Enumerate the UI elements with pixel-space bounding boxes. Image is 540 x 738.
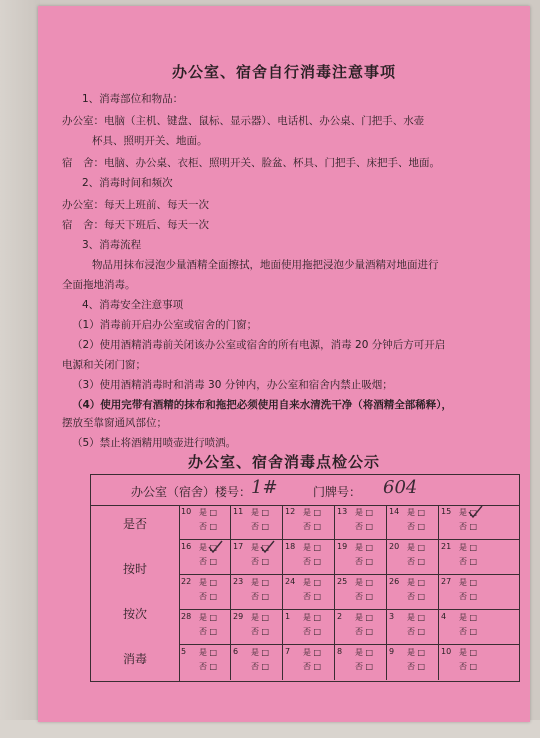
notice-line: 宿 舍：每天下班后、每天一次 [62, 219, 209, 231]
notice-line: （1）消毒前开启办公室或宿舍的门窗； [72, 319, 258, 331]
date-cell [335, 540, 387, 575]
notice-line: 2、消毒时间和频次 [82, 177, 173, 189]
date-cell [179, 645, 231, 680]
no-checkbox-label: 否 □ [303, 522, 322, 531]
no-checkbox-label: 否 □ [251, 627, 270, 636]
date-cell [231, 575, 283, 610]
no-checkbox-label: 否 □ [199, 557, 218, 566]
date-cell [439, 540, 519, 575]
yes-checkbox-label: 是 □ [199, 543, 218, 552]
date-cell [283, 575, 335, 610]
date-cell [335, 610, 387, 645]
no-checkbox-label: 否 □ [407, 522, 426, 531]
wall [0, 0, 40, 738]
row-label-line: 按次 [122, 607, 147, 621]
no-checkbox-label: 否 □ [303, 592, 322, 601]
yes-checkbox-label: 是 □ [407, 613, 426, 622]
date-cell [283, 540, 335, 575]
date-number: 9 [389, 647, 395, 656]
row-label-line: 按时 [122, 562, 147, 576]
no-checkbox-label: 否 □ [355, 592, 374, 601]
date-number: 1 [285, 612, 291, 621]
date-number: 17 [233, 542, 244, 551]
no-checkbox-label: 否 □ [251, 522, 270, 531]
date-number: 23 [233, 577, 244, 586]
date-cell [387, 505, 439, 540]
no-checkbox-label: 否 □ [407, 662, 426, 671]
no-checkbox-label: 否 □ [251, 592, 270, 601]
no-checkbox-label: 否 □ [407, 627, 426, 636]
no-checkbox-label: 否 □ [199, 662, 218, 671]
yes-checkbox-label: 是 □ [251, 543, 270, 552]
yes-checkbox-label: 是 □ [355, 508, 374, 517]
date-number: 25 [337, 577, 348, 586]
no-checkbox-label: 否 □ [199, 627, 218, 636]
notice-line: 宿 舍：电脑、办公桌、衣柜、照明开关、脸盆、杯具、门把手、床把手、地面。 [62, 157, 440, 169]
date-number: 19 [337, 542, 348, 551]
yes-checkbox-label: 是 □ [407, 578, 426, 587]
yes-checkbox-label: 是 □ [303, 613, 322, 622]
notice-line: 物品用抹布浸泡少量酒精全面擦拭，地面使用拖把浸泡少量酒精对地面进行 [92, 259, 439, 271]
date-cell [439, 575, 519, 610]
date-number: 27 [441, 577, 452, 586]
yes-checkbox-label: 是 □ [355, 648, 374, 657]
yes-checkbox-label: 是 □ [199, 578, 218, 587]
date-number: 14 [389, 507, 400, 516]
yes-checkbox-label: 是 □ [355, 613, 374, 622]
date-number: 21 [441, 542, 452, 551]
notice-line: 办公室：每天上班前、每天一次 [62, 199, 209, 211]
date-number: 18 [285, 542, 296, 551]
date-cell [283, 610, 335, 645]
date-cell [179, 540, 231, 575]
no-checkbox-label: 否 □ [459, 662, 478, 671]
date-number: 20 [389, 542, 400, 551]
date-number: 7 [285, 647, 291, 656]
date-number: 28 [181, 612, 192, 621]
notice-line: （5）禁止将酒精用喷壶进行喷洒。 [72, 437, 237, 449]
yes-checkbox-label: 是 □ [303, 648, 322, 657]
date-number: 16 [181, 542, 192, 551]
date-number: 13 [337, 507, 348, 516]
no-checkbox-label: 否 □ [355, 627, 374, 636]
handwritten-check-mark-icon [259, 540, 275, 554]
handwritten-check-mark-icon [207, 540, 223, 554]
row-label-line: 消毒 [122, 652, 147, 666]
date-number: 4 [441, 612, 447, 621]
yes-checkbox-label: 是 □ [355, 543, 374, 552]
date-number: 6 [233, 647, 239, 656]
no-checkbox-label: 否 □ [251, 557, 270, 566]
date-number: 22 [181, 577, 192, 586]
date-number: 2 [337, 612, 343, 621]
date-cell [335, 645, 387, 680]
no-checkbox-label: 否 □ [199, 592, 218, 601]
no-checkbox-label: 否 □ [303, 662, 322, 671]
yes-checkbox-label: 是 □ [303, 543, 322, 552]
yes-checkbox-label: 是 □ [459, 648, 478, 657]
yes-checkbox-label: 是 □ [459, 613, 478, 622]
building-label: 办公室（宿舍）楼号： [131, 485, 252, 499]
date-cell [283, 505, 335, 540]
yes-checkbox-label: 是 □ [199, 508, 218, 517]
yes-checkbox-label: 是 □ [459, 578, 478, 587]
date-grid [179, 505, 519, 681]
room-handwritten-value: 604 [383, 477, 418, 498]
yes-checkbox-label: 是 □ [459, 543, 478, 552]
date-number: 10 [441, 647, 452, 656]
building-handwritten-value: 1# [251, 477, 278, 498]
date-cell [387, 645, 439, 680]
yes-checkbox-label: 是 □ [355, 578, 374, 587]
notice-line: 4、消毒安全注意事项 [82, 299, 184, 311]
no-checkbox-label: 否 □ [407, 557, 426, 566]
notice-line: 杯具、照明开关、地面。 [92, 135, 208, 147]
date-number: 12 [285, 507, 296, 516]
date-cell [387, 610, 439, 645]
date-number: 3 [389, 612, 395, 621]
yes-checkbox-label: 是 □ [407, 543, 426, 552]
date-cell [387, 575, 439, 610]
yes-checkbox-label: 是 □ [251, 613, 270, 622]
notice-line: 电源和关闭门窗； [62, 359, 146, 371]
date-number: 10 [181, 507, 192, 516]
yes-checkbox-label: 是 □ [199, 613, 218, 622]
notice-line: 3、消毒流程 [82, 239, 142, 251]
notice-title: 办公室、宿舍自行消毒注意事项 [171, 63, 396, 81]
room-label: 门牌号： [313, 485, 362, 499]
yes-checkbox-label: 是 □ [303, 508, 322, 517]
no-checkbox-label: 否 □ [459, 522, 478, 531]
notice-line: （3）使用酒精消毒时和消毒 30 分钟内，办公室和宿舍内禁止吸烟； [72, 379, 393, 391]
no-checkbox-label: 否 □ [407, 592, 426, 601]
no-checkbox-label: 否 □ [303, 627, 322, 636]
date-cell [231, 645, 283, 680]
no-checkbox-label: 否 □ [251, 662, 270, 671]
pink-notice-sheet [38, 6, 530, 722]
date-cell [179, 505, 231, 540]
notice-line: （4）使用完带有酒精的抹布和拖把必须使用自来水清洗干净（将酒精全部稀释）， [72, 399, 453, 411]
date-cell [439, 505, 519, 540]
date-number: 15 [441, 507, 452, 516]
no-checkbox-label: 否 □ [459, 627, 478, 636]
date-number: 5 [181, 647, 187, 656]
notice-line: 摆放至靠窗通风部位； [62, 417, 167, 429]
row-label-column [91, 505, 180, 681]
date-cell [335, 505, 387, 540]
date-cell [439, 645, 519, 680]
no-checkbox-label: 否 □ [459, 592, 478, 601]
date-cell [179, 575, 231, 610]
yes-checkbox-label: 是 □ [251, 508, 270, 517]
row-label-line: 是否 [122, 517, 147, 531]
date-cell [231, 540, 283, 575]
date-cell [439, 610, 519, 645]
date-number: 11 [233, 507, 244, 516]
date-cell [179, 610, 231, 645]
handwritten-check-mark-icon [467, 505, 483, 519]
floor-strip [0, 720, 540, 738]
date-cell [231, 610, 283, 645]
yes-checkbox-label: 是 □ [251, 648, 270, 657]
yes-checkbox-label: 是 □ [251, 578, 270, 587]
check-table-title: 办公室、宿舍消毒点检公示 [187, 453, 380, 471]
yes-checkbox-label: 是 □ [303, 578, 322, 587]
no-checkbox-label: 否 □ [355, 662, 374, 671]
date-cell [231, 505, 283, 540]
notice-line: 办公室：电脑（主机、键盘、鼠标、显示器）、电话机、办公桌、门把手、水壶 [62, 115, 425, 127]
yes-checkbox-label: 是 □ [407, 648, 426, 657]
no-checkbox-label: 否 □ [355, 557, 374, 566]
yes-checkbox-label: 是 □ [199, 648, 218, 657]
date-number: 8 [337, 647, 343, 656]
date-cell [387, 540, 439, 575]
notice-line: 全面拖地消毒。 [62, 279, 136, 291]
date-number: 26 [389, 577, 400, 586]
no-checkbox-label: 否 □ [355, 522, 374, 531]
yes-checkbox-label: 是 □ [407, 508, 426, 517]
date-cell [283, 645, 335, 680]
table-header-row [91, 475, 519, 506]
check-table [90, 474, 520, 682]
notice-line: （2）使用酒精消毒前关闭该办公室或宿舍的所有电源，消毒 20 分钟后方可开启 [72, 339, 446, 351]
date-number: 29 [233, 612, 244, 621]
no-checkbox-label: 否 □ [459, 557, 478, 566]
no-checkbox-label: 否 □ [199, 522, 218, 531]
no-checkbox-label: 否 □ [303, 557, 322, 566]
notice-line: 1、消毒部位和物品： [82, 93, 184, 105]
date-cell [335, 575, 387, 610]
yes-checkbox-label: 是 □ [459, 508, 478, 517]
date-number: 24 [285, 577, 296, 586]
